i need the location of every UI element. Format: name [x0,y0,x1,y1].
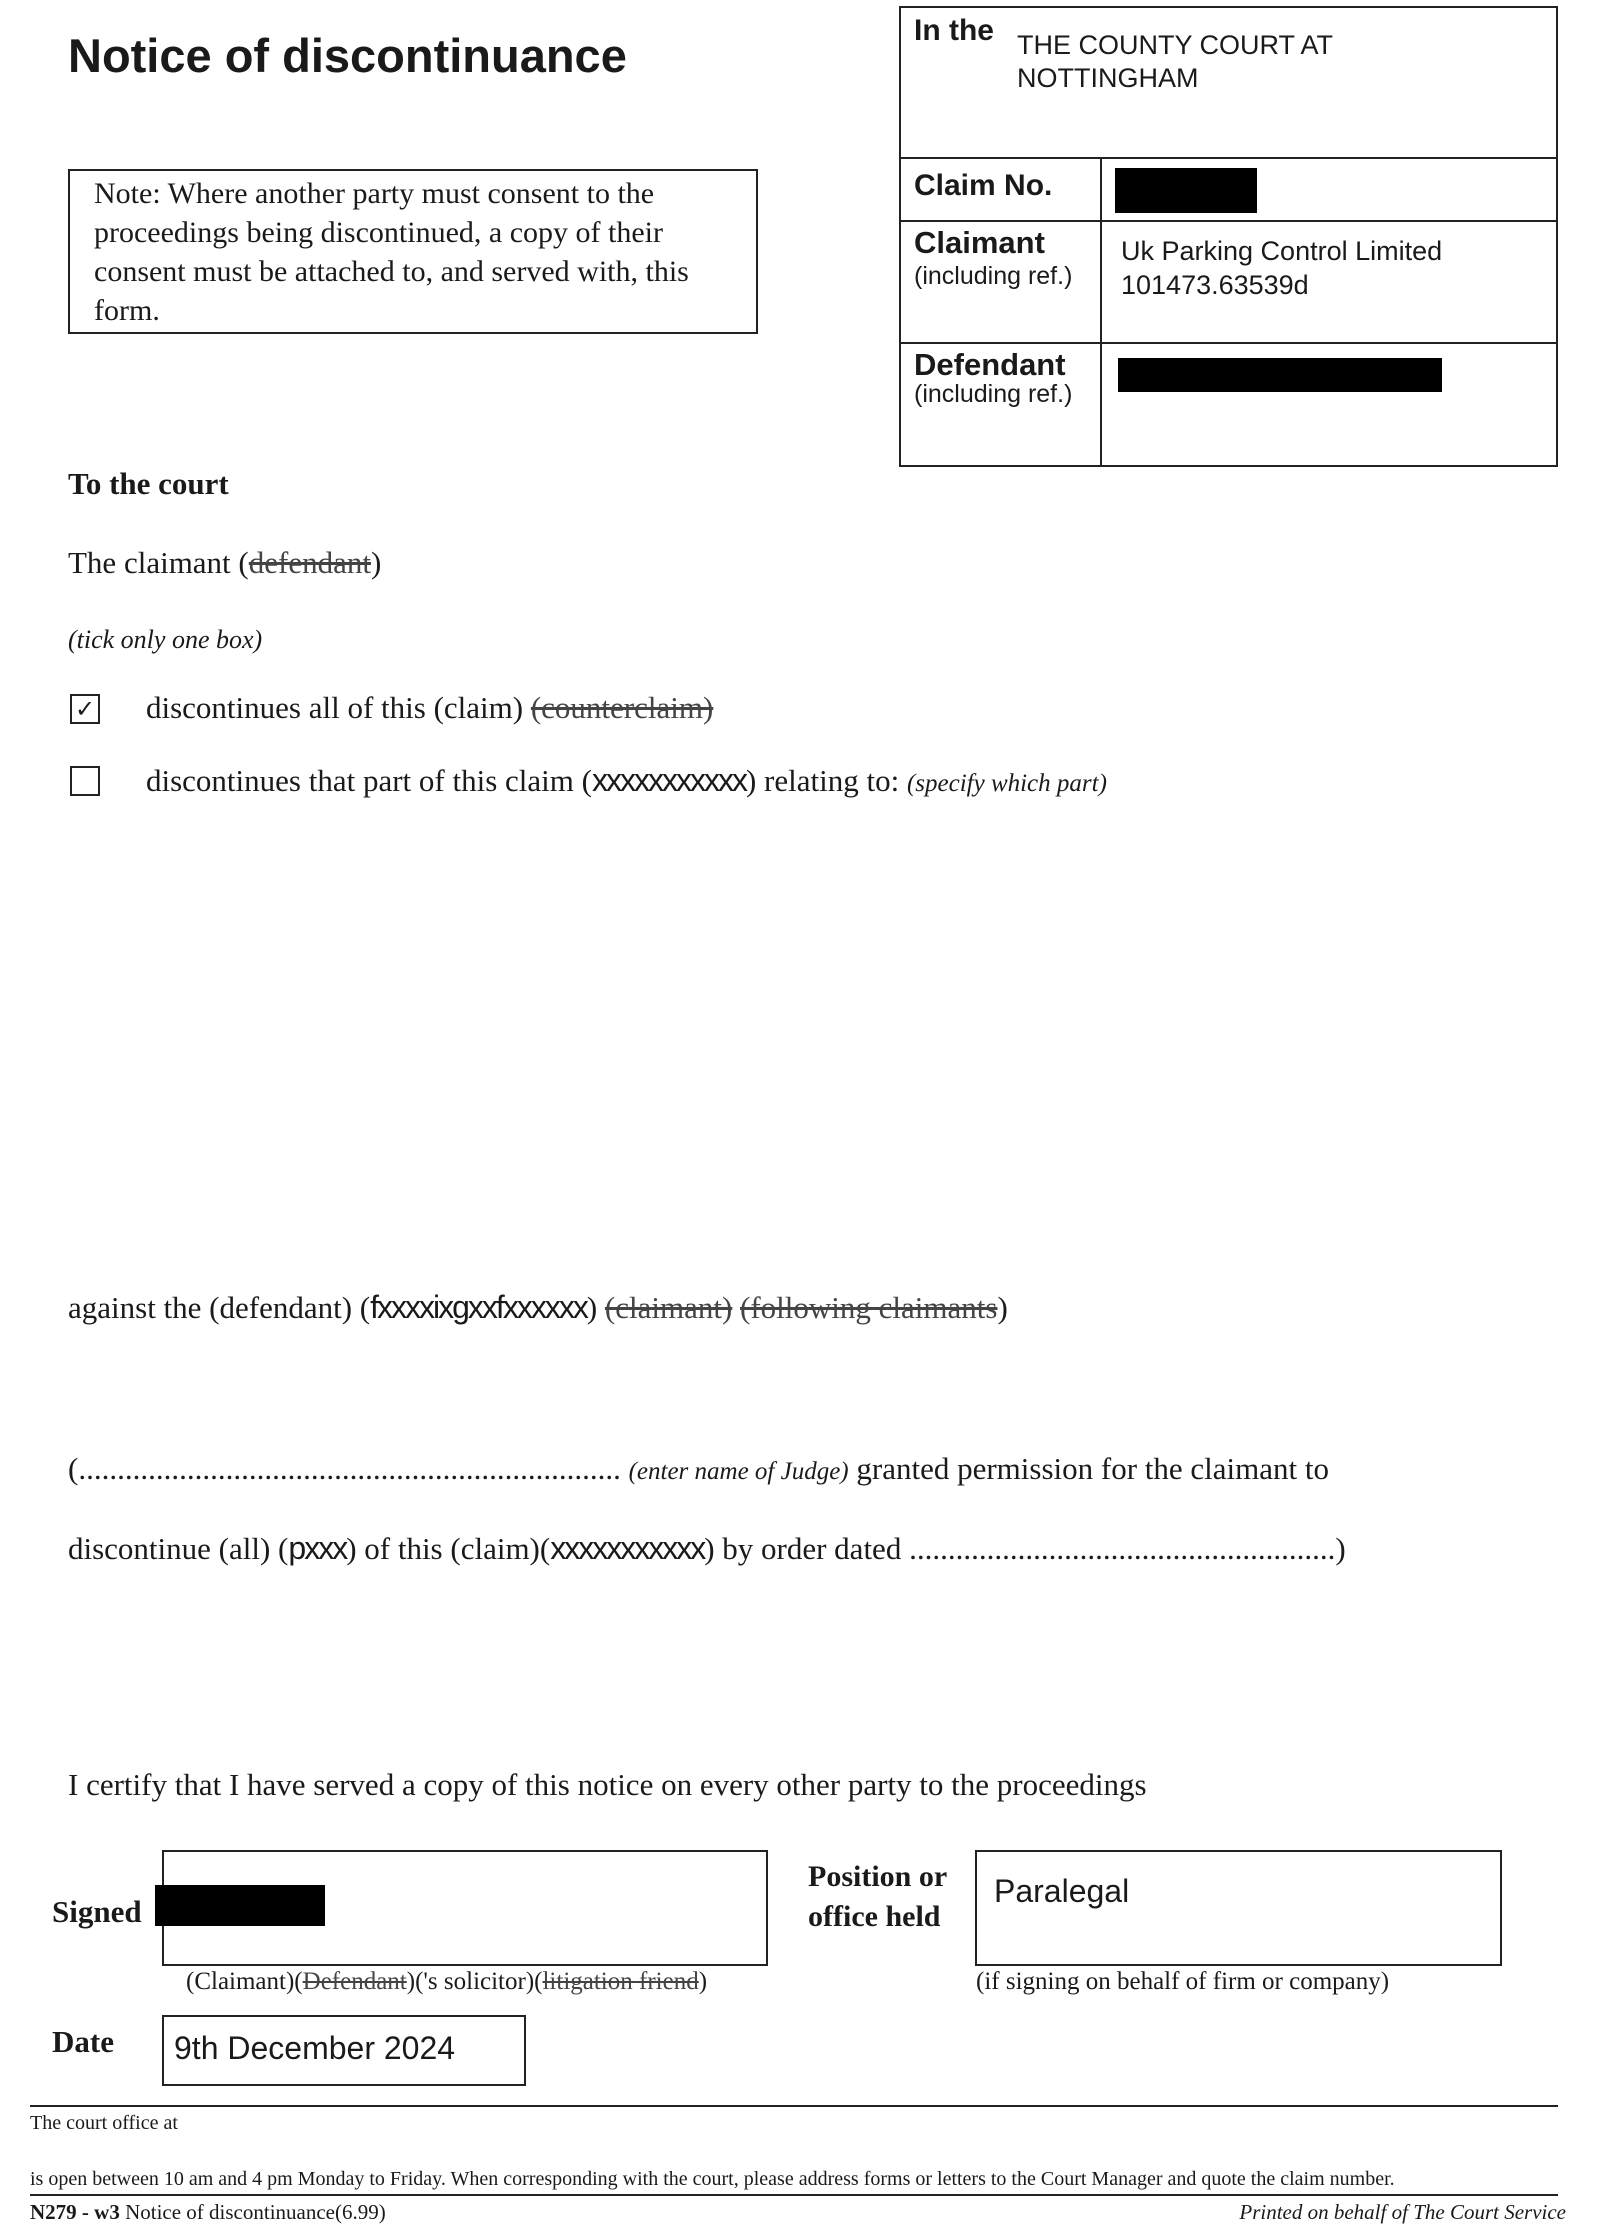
claimant-ref: 101473.63539d [1121,270,1309,300]
discontinue-text-b: ) of this (claim)( [346,1531,551,1566]
position-label-line2: office held [808,1900,941,1933]
divider [899,342,1558,344]
judge-text-b: granted permission for the claimant to [856,1451,1330,1486]
date-label: Date [52,2024,114,2059]
form-code-name: Notice of discontinuance(6.99) [125,2200,386,2224]
roles-text-a: (Claimant)( [186,1968,303,1995]
struck-counterclaim: (counterclaim) [530,690,714,725]
in-the-label: In the [914,14,994,47]
roles-text-c: ) [698,1968,708,1995]
option-part-text-a: discontinues that part of this claim ( [146,763,592,798]
printed-by: Printed on behalf of The Court Service [1239,2200,1566,2224]
crossed-out-text: fxxxxixgxxfxxxxxx [370,1289,587,1325]
claimant-line [68,545,381,581]
certify-statement: I certify that I have served a copy of this notice on every other party to the proceedings [68,1767,1147,1802]
struck-claimant: (claimant) [604,1290,733,1325]
claim-no-redaction [1115,168,1257,213]
date-value: 9th December 2024 [174,2030,456,2066]
option-discontinue-part [146,762,1107,799]
court-name-line1: THE COUNTY COURT AT [1017,30,1334,60]
discontinue-order-line [68,1530,1346,1567]
judge-hint: (enter name of Judge) [628,1458,849,1485]
claimant-line-prefix: The claimant ( [68,545,249,580]
discontinue-part-checkbox[interactable] [70,766,100,796]
signed-label: Signed [52,1894,142,1929]
specify-hint: (specify which part) [906,770,1107,797]
judge-line [68,1451,1329,1487]
signature-redaction [155,1885,325,1926]
defendant-redaction [1118,358,1442,392]
court-office-label: The court office at [30,2112,178,2134]
against-text-b: ) [586,1290,598,1325]
struck-defendant-role: Defendant [302,1968,407,1995]
footer-rule [30,2105,1558,2107]
against-line [68,1289,1008,1326]
note-text: Note: Where another party must consent to the proceedings being discontinued, a copy of their consent must be attached to, and served with, this form. [94,177,689,327]
judge-dots: (...................................................................... [68,1451,621,1486]
struck-litigation-friend: litigation friend [542,1968,699,1995]
option-discontinue-all [146,690,713,726]
tick-instruction: (tick only one box) [68,625,263,654]
form-code [30,2200,386,2225]
crossed-out-text: pxxx [288,1530,347,1566]
position-hint: (if signing on behalf of firm or company) [976,1968,1390,1995]
signer-roles [186,1968,707,1996]
office-hours-text: is open between 10 am and 4 pm Monday to Friday. When corresponding with the court, please address forms or letters to the Court Manager and quote the claim number. [30,2168,1395,2190]
claimant-label: Claimant [914,225,1045,260]
claimant-line-suffix: ) [370,545,382,580]
crossed-out-text: xxxxxxxxxxx [591,762,746,798]
form-title: Notice of discontinuance [68,29,627,82]
position-label-line1: Position or [808,1860,948,1893]
against-text-a: against the (defendant) ( [68,1290,371,1325]
discontinue-all-checkbox[interactable]: ✓ [70,694,100,724]
struck-following-claimants: (following claimants [740,1290,998,1325]
form-code-number: N279 - w3 [30,2200,120,2224]
crossed-out-text: xxxxxxxxxxx [550,1530,705,1566]
claimant-sublabel: (including ref.) [914,262,1073,290]
option-all-text: discontinues all of this (claim) [146,690,524,725]
divider [1100,157,1102,467]
position-value: Paralegal [994,1873,1130,1909]
claim-no-label: Claim No. [914,169,1053,202]
defendant-sublabel: (including ref.) [914,380,1073,408]
option-part-text-b: ) relating to: [745,763,900,798]
roles-text-b: )('s solicitor)( [406,1968,543,1995]
discontinue-text-c: ) by order dated .......................................................) [704,1531,1346,1566]
claimant-name: Uk Parking Control Limited [1121,236,1443,266]
divider [899,157,1558,159]
footer-rule-bottom [30,2194,1558,2196]
to-the-court-heading: To the court [68,466,229,501]
against-text-c: ) [997,1290,1008,1325]
defendant-label: Defendant [914,347,1066,382]
discontinue-text-a: discontinue (all) ( [68,1531,289,1566]
struck-defendant: defendant [248,545,371,580]
divider [899,220,1558,222]
court-name-line2: NOTTINGHAM [1017,63,1199,93]
